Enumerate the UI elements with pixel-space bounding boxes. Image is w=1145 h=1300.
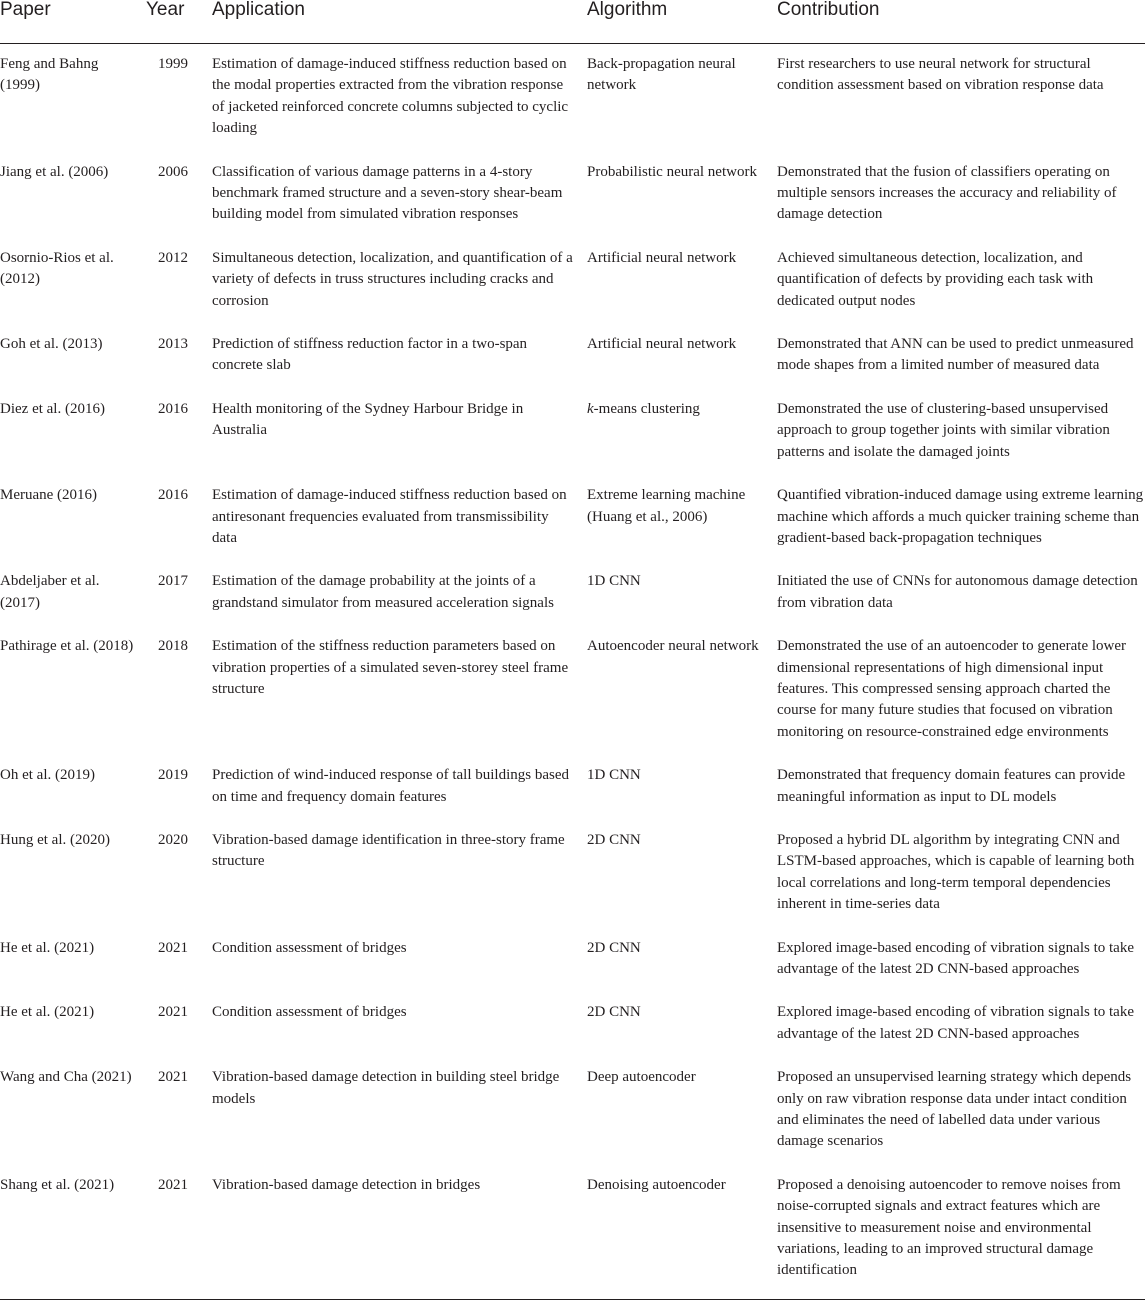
cell-paper: He et al. (2021)	[0, 1004, 95, 1021]
table-row	[0, 475, 1145, 561]
cell-paper: Pathirage et al. (2018)	[0, 638, 134, 655]
cell-paper: Goh et al. (2013)	[0, 336, 103, 353]
cell-algorithm: Artificial neural network	[587, 336, 737, 353]
table-body	[0, 44, 1145, 1300]
cell-paper: Abdeljaber et al. (2017)	[0, 573, 100, 611]
cell-paper: Wang and Cha (2021)	[0, 1069, 132, 1086]
cell-paper: Osornio-Rios et al. (2012)	[0, 249, 114, 288]
cell-application: Estimation of the stiffness reduction parameters based on vibration properties of a simulated seven-storey steel frame structure	[212, 638, 569, 697]
cell-year: 2017	[158, 573, 188, 590]
cell-paper: He et al. (2021)	[0, 939, 95, 956]
table-row	[0, 755, 1145, 820]
cell-contribution: Proposed a denoising autoencoder to remove noises from noise-corrupted signals and extract features which are insensitive to measurement noise and environmental variations, leading to an improved structural damage identification	[777, 1165, 1145, 1300]
header-year: Year	[146, 0, 206, 44]
cell-year: 2016	[158, 487, 188, 504]
cell-year: 2006	[158, 163, 188, 180]
cell-year: 2012	[158, 249, 188, 266]
cell-contribution: Demonstrated that frequency domain features can provide meaningful information as input to DL models	[777, 767, 1126, 805]
cell-application: Prediction of stiffness reduction factor in a two-span concrete slab	[212, 336, 528, 374]
table-row	[0, 992, 1145, 1057]
cell-application: Condition assessment of bridges	[212, 939, 407, 956]
cell-application: Vibration-based damage detection in bridges	[206, 1165, 587, 1300]
cell-contribution: Initiated the use of CNNs for autonomous damage detection from vibration data	[777, 573, 1138, 611]
cell-paper: Meruane (2016)	[0, 487, 98, 504]
cell-algorithm: Denoising autoencoder	[587, 1165, 777, 1300]
cell-algorithm: 1D CNN	[587, 767, 641, 784]
cell-year: 2018	[158, 638, 188, 655]
header-application: Application	[206, 0, 587, 44]
cell-year: 2021	[158, 1069, 188, 1086]
cell-contribution: Quantified vibration-induced damage using extreme learning machine which affords a much quicker training scheme than gradient-based back-propagation techniques	[777, 487, 1144, 546]
cell-application: Estimation of the damage probability at the joints of a grandstand simulator from measured acceleration signals	[212, 573, 554, 611]
cell-algorithm: Autoencoder neural network	[587, 638, 759, 655]
cell-application: Vibration-based damage identification in three-story frame structure	[212, 831, 565, 870]
cell-application: Estimation of damage-induced stiffness reduction based on the modal properties extracted from the vibration response of jacketed reinforced concrete columns subjected to cyclic loading	[212, 56, 569, 137]
cell-contribution: Proposed a hybrid DL algorithm by integrating CNN and LSTM-based approaches, which is capable of learning both local correlations and long-term temporal dependencies inherent in time-series data	[777, 831, 1135, 913]
cell-algorithm: 2D CNN	[587, 831, 641, 848]
cell-application: Estimation of damage-induced stiffness reduction based on antiresonant frequencies evaluated from transmissibility data	[212, 487, 567, 546]
table-row	[0, 1057, 1145, 1165]
algorithm-italic-prefix: k	[587, 400, 594, 417]
header-row	[0, 0, 1145, 44]
header-contribution: Contribution	[777, 0, 1145, 44]
cell-paper: Jiang et al. (2006)	[0, 163, 109, 180]
table-row	[0, 389, 1145, 475]
cell-algorithm: Back-propagation neural network	[587, 56, 736, 94]
table-row	[0, 324, 1145, 389]
cell-contribution: Demonstrated the use of an autoencoder to generate lower dimensional representations of high dimensional input features. This compressed sensing approach charted the course for many future studies that focused on vibration monitoring on resource-constrained edge environments	[777, 638, 1127, 740]
cell-contribution: Explored image-based encoding of vibration signals to take advantage of the latest 2D CNN-based approaches	[777, 939, 1134, 977]
cell-algorithm: Artificial neural network	[587, 249, 737, 266]
table-header	[0, 0, 1145, 44]
header-paper: Paper	[0, 0, 146, 44]
cell-algorithm: 2D CNN	[587, 939, 641, 956]
cell-contribution: Proposed an unsupervised learning strategy which depends only on raw vibration response data under intact condition and eliminates the need of labelled data under various damage scenarios	[777, 1069, 1132, 1150]
cell-application: Condition assessment of bridges	[212, 1004, 407, 1021]
cell-application: Vibration-based damage detection in building steel bridge models	[212, 1069, 560, 1107]
table-row	[0, 1165, 1145, 1300]
cell-application: Classification of various damage patterns in a 4-story benchmark framed structure and a seven-story shear-beam building model from simulated vibration responses	[212, 163, 563, 223]
cell-algorithm: 2D CNN	[587, 1004, 641, 1021]
header-algorithm: Algorithm	[587, 0, 777, 44]
cell-year: 2021	[146, 1165, 206, 1300]
algorithm-text: -means clustering	[593, 400, 700, 417]
cell-year: 2021	[158, 939, 188, 956]
cell-year: 2016	[158, 400, 188, 417]
cell-year: 2020	[158, 831, 188, 848]
table-row	[0, 820, 1145, 928]
cell-year: 1999	[158, 56, 188, 72]
table-row	[0, 44, 1145, 152]
cell-year: 2021	[158, 1004, 188, 1021]
cell-algorithm	[587, 389, 777, 475]
cell-contribution: Demonstrated that ANN can be used to predict unmeasured mode shapes from a limited number of measured data	[777, 336, 1134, 374]
cell-algorithm: 1D CNN	[587, 573, 641, 590]
cell-application: Health monitoring of the Sydney Harbour Bridge in Australia	[212, 400, 524, 439]
table-row	[0, 238, 1145, 324]
table-row	[0, 561, 1145, 626]
cell-year: 2019	[158, 767, 188, 784]
cell-paper: Feng and Bahng (1999)	[0, 56, 99, 94]
table-row	[0, 928, 1145, 993]
cell-contribution: Demonstrated that the fusion of classifiers operating on multiple sensors increases the accuracy and reliability of damage detection	[777, 163, 1117, 223]
cell-paper: Diez et al. (2016)	[0, 400, 105, 417]
cell-algorithm: Extreme learning machine (Huang et al., 2006)	[587, 487, 746, 525]
cell-contribution: Explored image-based encoding of vibration signals to take advantage of the latest 2D CNN-based approaches	[777, 1004, 1134, 1042]
cell-contribution: Achieved simultaneous detection, localization, and quantification of defects by providing each task with dedicated output nodes	[777, 249, 1094, 309]
table-row	[0, 152, 1145, 238]
cell-algorithm: Probabilistic neural network	[587, 163, 757, 180]
table-row	[0, 626, 1145, 755]
cell-paper: Oh et al. (2019)	[0, 767, 95, 784]
cell-contribution: Demonstrated the use of clustering-based unsupervised approach to group together joints with similar vibration patterns and isolate the damaged joints	[777, 400, 1110, 460]
cell-year: 2013	[158, 336, 188, 353]
cell-paper: Hung et al. (2020)	[0, 831, 110, 848]
cell-algorithm: Deep autoencoder	[587, 1069, 696, 1086]
cell-contribution: First researchers to use neural network for structural condition assessment based on vibration response data	[777, 56, 1104, 94]
cell-application: Prediction of wind-induced response of tall buildings based on time and frequency domain features	[212, 767, 570, 805]
cell-paper: Shang et al. (2021)	[0, 1165, 146, 1300]
cell-application: Simultaneous detection, localization, and quantification of a variety of defects in truss structures including cracks and corrosion	[212, 249, 573, 309]
